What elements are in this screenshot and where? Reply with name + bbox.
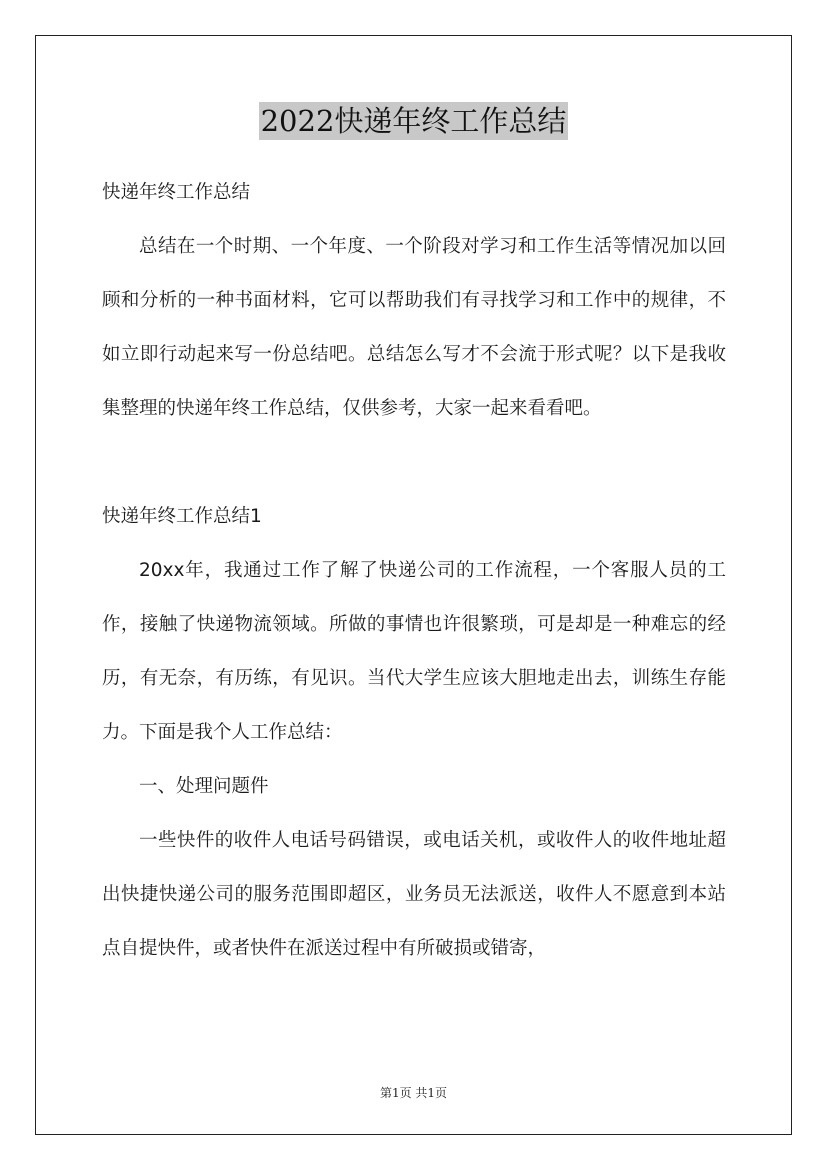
- item-heading: 一、处理问题件: [139, 776, 269, 797]
- document-title: [0, 98, 827, 144]
- item-paragraph: 一些快件的收件人电话号码错误，或电话关机，或收件人的收件地址超出快捷快递公司的服务范围即超区，业务员无法派送，收件人不愿意到本站点自提快件，或者快件在派送过程中有所破损或错寄，: [102, 830, 726, 959]
- document-subtitle: 快递年终工作总结: [102, 182, 251, 203]
- document-title-text: 2022快递年终工作总结: [260, 104, 567, 138]
- intro-paragraph: 总结在一个时期、一个年度、一个阶段对学习和工作生活等情况加以回顾和分析的一种书面材料，它可以帮助我们有寻找学习和工作中的规律，不如立即行动起来写一份总结吧。总结怎么写才不会流于形式呢？以下是我收集整理的快递年终工作总结，仅供参考，大家一起来看看吧。: [102, 236, 726, 419]
- section-title: 快递年终工作总结1: [102, 506, 262, 527]
- page-footer: 第1页 共1页: [379, 1086, 448, 1100]
- section-paragraph: 20xx年，我通过工作了解了快递公司的工作流程，一个客服人员的工作，接触了快递物流领域。所做的事情也许很繁琐，可是却是一种难忘的经历，有无奈，有历练，有见识。当代大学生应该大胆地走出去，训练生存能力。下面是我个人工作总结：: [102, 560, 726, 743]
- blank-line: [102, 436, 726, 490]
- document-body: [102, 166, 726, 976]
